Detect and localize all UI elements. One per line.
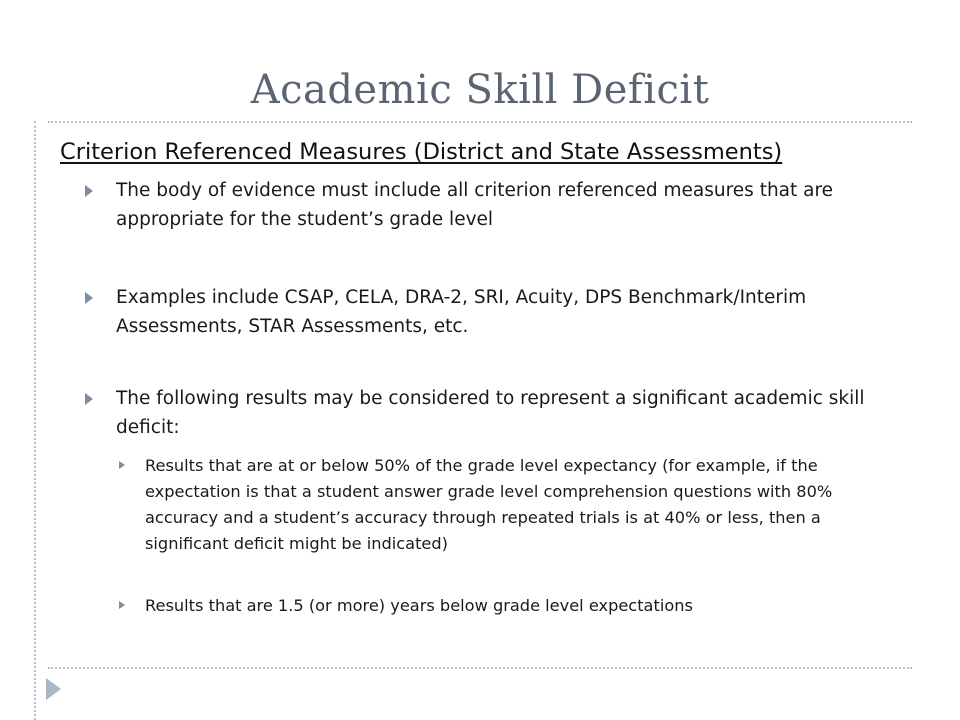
bullet-text: The following results may be considered to represent a significant academic skill deficit: — [116, 388, 865, 438]
bullet-item — [116, 384, 906, 442]
bottom-dotted-rule — [48, 667, 912, 669]
bullet-text: Examples include CSAP, CELA, DRA-2, SRI, Acuity, DPS Benchmark/Interim Assessments, STAR Assessments, etc. — [116, 287, 807, 337]
bullet-item — [116, 176, 906, 234]
sub-bullet-item — [145, 453, 905, 557]
sub-bullet-arrow-icon — [119, 461, 125, 469]
bullet-arrow-icon — [85, 292, 93, 304]
slide-title: Academic Skill Deficit — [250, 67, 710, 113]
top-dotted-rule — [48, 121, 912, 123]
sub-bullet-item — [145, 593, 905, 619]
bullet-text: The body of evidence must include all criterion referenced measures that are appropriate for the student’s grade level — [116, 180, 834, 230]
triangle-right-icon — [46, 678, 61, 700]
bullet-item — [116, 283, 906, 341]
slide-subtitle: Criterion Referenced Measures (District and State Assessments) — [60, 139, 783, 165]
sub-bullet-text: Results that are at or below 50% of the grade level expectancy (for example, if the expectation is that a student answer grade level comprehension questions with 80% accuracy and a student’s accuracy through repeated trials is at 40% or less, then a significant deficit might be indicated) — [145, 456, 833, 553]
bullet-arrow-icon — [85, 393, 93, 405]
sub-bullet-arrow-icon — [119, 601, 125, 609]
sub-bullet-text: Results that are 1.5 (or more) years below grade level expectations — [145, 596, 693, 615]
bullet-arrow-icon — [85, 185, 93, 197]
left-dotted-rule — [34, 121, 36, 720]
